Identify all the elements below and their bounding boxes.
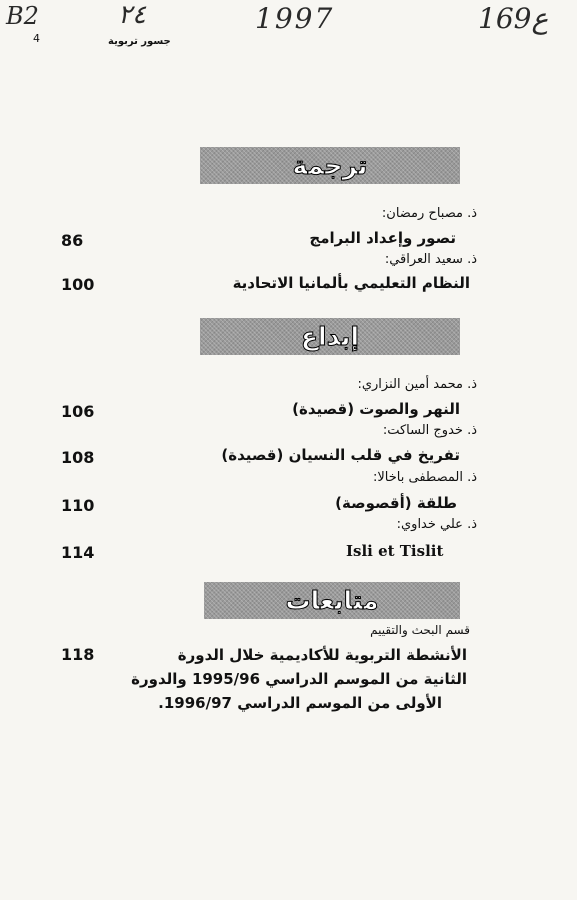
entry-title: طلقة (أقصوصة) xyxy=(335,494,457,512)
entry-title: النظام التعليمي بألمانيا الاتحادية xyxy=(232,274,470,292)
entry-title: تصور وإعداد البرامج xyxy=(309,229,456,247)
entry-title: Isli et Tislit xyxy=(346,542,444,560)
followup-line: الأولى من الموسم الدراسي 1996/97. xyxy=(158,694,442,712)
entry-page-number: 86 xyxy=(61,231,84,250)
section-heading-label: إبداع xyxy=(300,322,360,351)
entry-page-number: 106 xyxy=(61,402,95,421)
author-name: ذ. مصباح رمضان: xyxy=(381,206,477,221)
entry-page-number: 110 xyxy=(61,496,95,515)
handwritten-corner-mark: B2 xyxy=(6,2,39,30)
author-name: ذ. محمد أمين النزاري: xyxy=(357,377,477,392)
page-number: 4 xyxy=(33,32,40,45)
section-heading-translation xyxy=(200,147,460,184)
entry-page-number: 108 xyxy=(61,448,95,467)
author-name: ذ. علي خداوي: xyxy=(396,517,477,532)
followup-line: الثانية من الموسم الدراسي 1995/96 والدورة xyxy=(131,670,467,688)
followup-line: الأنشطة التربوية للأكاديمية خلال الدورة xyxy=(177,646,467,664)
entry-title: تفريخ في قلب النسيان (قصيدة) xyxy=(221,446,460,464)
entry-page-number: 100 xyxy=(61,275,95,294)
handwritten-reference: 169ع xyxy=(478,2,549,35)
author-name: ذ. خدوج الساكت: xyxy=(382,423,477,438)
entry-page-number: 118 xyxy=(61,645,95,664)
section-heading-label: متابعات xyxy=(285,586,379,615)
handwritten-year: 1997 xyxy=(255,2,335,35)
section-heading-followups xyxy=(204,582,460,619)
section-heading-label: ترجمة xyxy=(292,151,368,180)
department-name: قسم البحث والتقييم xyxy=(370,623,470,637)
author-name: ذ. سعيد العراقي: xyxy=(384,252,477,267)
handwritten-issue-mark: ٢٤ xyxy=(118,0,146,30)
journal-name: جسور تربوية xyxy=(108,36,171,47)
entry-title: النهر والصوت (قصيدة) xyxy=(292,400,460,418)
section-heading-creation xyxy=(200,318,460,355)
entry-page-number: 114 xyxy=(61,543,95,562)
author-name: ذ. المصطفى باخالا: xyxy=(373,470,477,485)
